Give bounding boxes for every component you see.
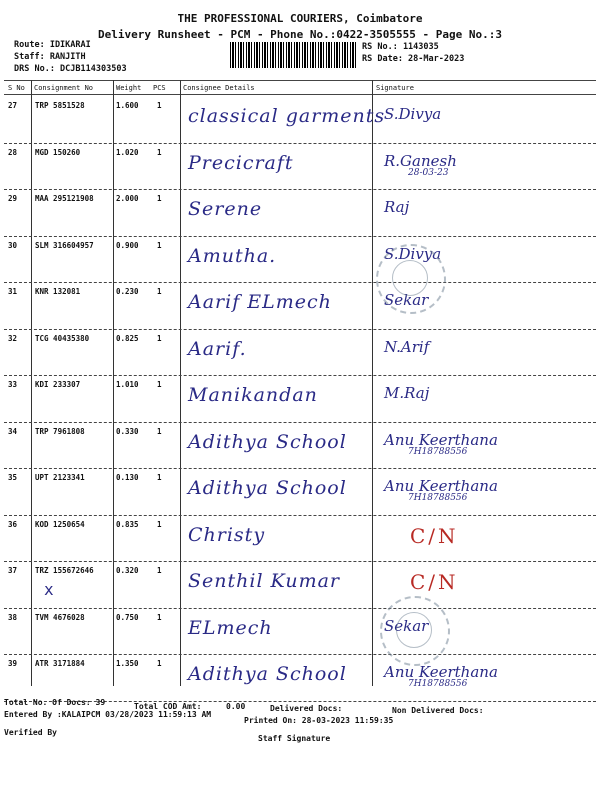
row-weight: 0.900 <box>116 240 139 250</box>
runsheet-subtitle: Delivery Runsheet - PCM - Phone No.:0422-3505555 - Page No.:3 <box>98 28 502 41</box>
staff-signature: Staff Signature <box>258 734 331 743</box>
row-consignment-no: KDI 233307 <box>35 380 81 389</box>
row-sno: 35 <box>8 473 18 482</box>
col-divider <box>180 80 181 686</box>
signature-text: Raj <box>384 198 410 216</box>
col-divider <box>113 80 114 686</box>
printed-on: Printed On: 28-03-2023 11:59:35 <box>244 716 394 725</box>
route-label: Route: IDIKARAI <box>14 40 91 50</box>
col-divider <box>372 80 373 686</box>
total-cod-value: 0.00 <box>226 702 246 711</box>
row-sno: 31 <box>8 287 18 296</box>
row-consignee: Adithya School <box>188 430 347 453</box>
row-consignment-no: KOD 1250654 <box>35 519 85 529</box>
row-consignment-no: MGD 150260 <box>35 147 81 157</box>
row-divider <box>4 561 596 562</box>
row-sno: 38 <box>8 612 18 622</box>
header-rule <box>4 94 596 95</box>
rs-date: RS Date: 28-Mar-2023 <box>362 54 465 64</box>
signature-text: M.Raj <box>384 384 430 402</box>
signature-text: S.Divya <box>384 244 442 263</box>
verified-by: Verified By <box>4 728 57 737</box>
signature-text: N.Arif <box>384 337 430 356</box>
row-sno: 32 <box>8 333 18 343</box>
row-weight: 0.230 <box>116 287 139 296</box>
row-signature <box>410 570 459 594</box>
signature-note: 28-03-23 <box>408 167 449 178</box>
row-signature <box>384 384 429 402</box>
signature-text: Anu Keerthana <box>384 477 498 495</box>
row-pcs: 1 <box>157 612 162 622</box>
delivered-docs: Delivered Docs: <box>270 704 343 713</box>
row-divider <box>4 143 596 144</box>
row-consignee: Adithya School <box>188 477 347 499</box>
row-divider <box>4 236 596 237</box>
row-consignee: Christy <box>188 523 266 546</box>
entered-by: Entered By :KALAIPCM 03/28/2023 11:59:13 AM <box>4 710 212 719</box>
row-consignee: ELmech <box>188 616 273 639</box>
row-consignment-no: KNR 132081 <box>35 287 81 296</box>
row-divider <box>4 608 596 609</box>
row-divider <box>4 329 596 330</box>
row-divider <box>4 422 596 423</box>
row-consignment-no: TCG 40435380 <box>35 333 90 343</box>
row-sno: 28 <box>8 147 18 157</box>
row-divider <box>4 375 596 376</box>
signature-text: Anu Keerthana <box>384 663 498 681</box>
row-weight: 0.835 <box>116 519 139 529</box>
row-weight: 1.600 <box>116 101 139 110</box>
signature-text: Sekar <box>384 616 429 635</box>
row-consignment-no: MAA 295121908 <box>35 194 94 203</box>
row-consignment-no: TRZ 155672646 <box>35 566 94 575</box>
col-sno: S No <box>8 84 25 92</box>
row-signature <box>384 105 441 123</box>
row-signature <box>384 338 429 356</box>
row-weight: 0.825 <box>116 333 139 343</box>
row-pcs: 1 <box>157 147 162 157</box>
row-sno: 37 <box>8 566 18 575</box>
row-weight: 1.010 <box>116 380 139 389</box>
row-consignment-no: UPT 2123341 <box>35 473 85 482</box>
row-weight: 0.750 <box>116 612 139 622</box>
row-consignment-no: ATR 3171884 <box>35 659 85 668</box>
row-cross-mark: x <box>44 580 54 599</box>
barcode <box>230 42 356 68</box>
row-consignment-no: SLM 316604957 <box>35 240 94 250</box>
row-weight: 0.330 <box>116 426 139 436</box>
row-pcs: 1 <box>157 426 162 436</box>
row-sno: 27 <box>8 101 18 110</box>
row-signature <box>384 663 498 689</box>
signature-text: S.Divya <box>384 105 442 123</box>
row-consignee: Amutha. <box>188 244 277 267</box>
row-signature <box>384 477 498 503</box>
signature-text: R.Ganesh <box>384 151 457 170</box>
row-consignee: Aarif ELmech <box>188 291 332 313</box>
row-consignee: Senthil Kumar <box>188 570 341 592</box>
delivery-stamp <box>380 596 450 666</box>
row-consignee: Precicraft <box>188 151 294 174</box>
row-consignee: Adithya School <box>188 663 347 685</box>
company-title: THE PROFESSIONAL COURIERS, Coimbatore <box>177 12 423 25</box>
row-pcs: 1 <box>157 194 162 203</box>
row-consignee: Aarif. <box>188 337 247 360</box>
table-top-rule <box>4 80 596 81</box>
row-sno: 33 <box>8 380 18 389</box>
row-weight: 0.320 <box>116 566 139 575</box>
row-weight: 1.020 <box>116 147 139 157</box>
row-signature <box>410 524 459 548</box>
col-pcs: PCS <box>153 84 166 92</box>
signature-note: 7H18788556 <box>408 493 468 503</box>
row-weight: 0.130 <box>116 473 139 482</box>
total-docs: Total No. Of Docs: 39 <box>4 698 106 707</box>
row-pcs: 1 <box>157 380 162 389</box>
row-pcs: 1 <box>157 333 162 343</box>
row-divider <box>4 189 596 190</box>
delivery-stamp <box>376 244 446 314</box>
col-consignee: Consignee Details <box>183 84 255 92</box>
signature-text: Sekar <box>384 291 429 309</box>
total-cod-label: Total COD Amt: <box>134 702 202 711</box>
row-signature <box>384 198 409 216</box>
row-weight: 1.350 <box>116 659 139 668</box>
staff-label: Staff: RANJITH <box>14 52 86 62</box>
row-sno: 34 <box>8 426 18 436</box>
row-pcs: 1 <box>157 101 162 110</box>
row-pcs: 1 <box>157 659 162 668</box>
row-weight: 2.000 <box>116 194 139 203</box>
row-consignee: Manikandan <box>188 384 318 406</box>
row-pcs: 1 <box>157 519 162 529</box>
row-consignment-no: TVM 4676028 <box>35 612 85 622</box>
signature-text: Anu Keerthana <box>384 430 498 449</box>
row-pcs: 1 <box>157 240 162 250</box>
non-delivered-docs: Non Delivered Docs: <box>392 706 484 715</box>
row-consignment-no: TRP 5851528 <box>35 101 85 110</box>
row-consignee: Serene <box>188 198 263 220</box>
col-weight: Weight <box>116 84 142 92</box>
row-signature <box>384 152 457 178</box>
row-pcs: 1 <box>157 566 162 575</box>
row-pcs: 1 <box>157 287 162 296</box>
row-sno: 29 <box>8 194 18 203</box>
signature-text: C/N <box>410 523 459 548</box>
signature-text: C/N <box>410 570 459 594</box>
row-signature <box>384 431 498 457</box>
row-pcs: 1 <box>157 473 162 482</box>
drs-number: DRS No.: DCJB114303503 <box>14 64 127 74</box>
row-consignment-no: TRP 7961808 <box>35 426 85 436</box>
row-sno: 30 <box>8 240 18 250</box>
row-divider <box>4 468 596 469</box>
row-divider <box>4 282 596 283</box>
row-divider <box>4 515 596 516</box>
col-divider <box>31 80 32 686</box>
row-divider <box>4 654 596 655</box>
col-consignment: Consignment No <box>34 84 94 92</box>
row-sno: 39 <box>8 659 18 668</box>
signature-note: 7H18788556 <box>408 446 468 457</box>
col-signature: Signature <box>376 84 414 92</box>
signature-note: 7H18788556 <box>408 679 468 689</box>
rs-number: RS No.: 1143035 <box>362 42 439 52</box>
row-consignee: classical garments <box>188 105 386 127</box>
row-sno: 36 <box>8 519 18 529</box>
